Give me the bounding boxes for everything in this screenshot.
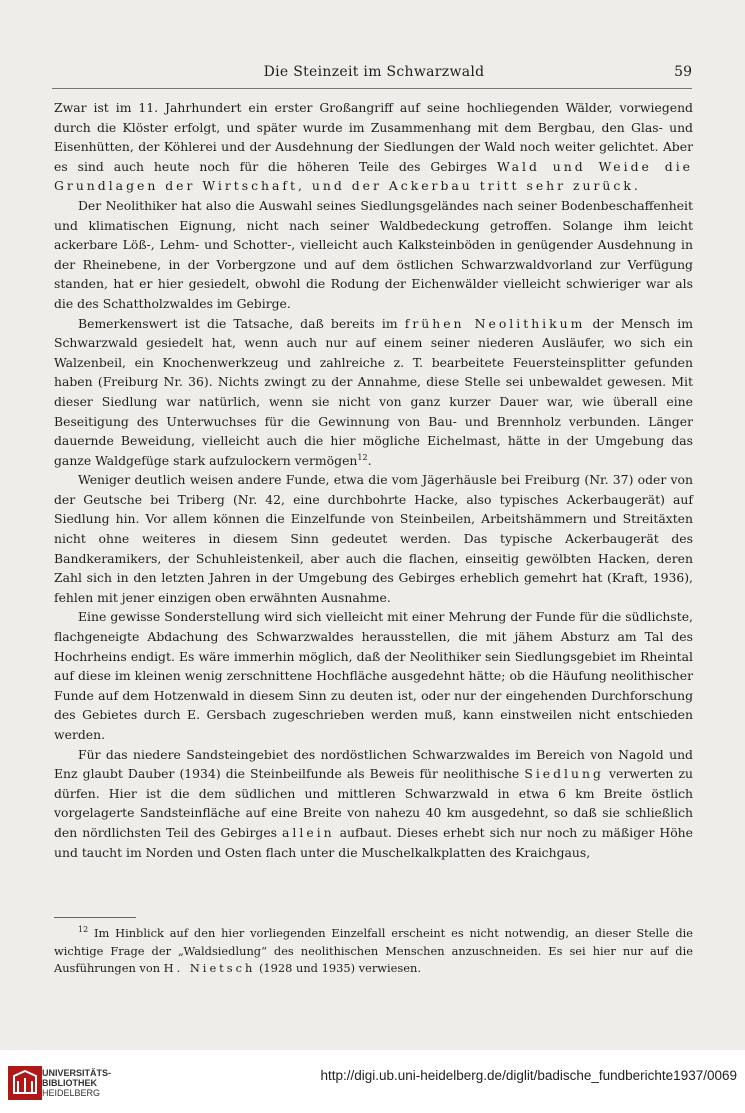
spaced-emphasis: allein [282,824,335,840]
permalink-url[interactable]: http://digi.ub.uni-heidelberg.de/diglit/badische_fundberichte1937/0069 [320,1068,737,1083]
viewer-footer [0,1050,745,1113]
spaced-emphasis: frühen Neolithikum [404,315,586,331]
paragraph-6: Für das niedere Sandsteingebiet des nordöstlichen Schwarzwaldes im Bereich von Nagold und Enz glaubt Dauber (1934) die Steinbeilfunde als Beweis für neolithische Siedlung verwerten zu dürfen. Hier ist die dem südlichen und mittleren Schwarzwald in etwa 6 km Breite östlich vorgelagerte Sandsteinfläche auf eine Breite von nahezu 40 km ausgedehnt, so daß sie schließlich den nördlichsten Teil des Gebirges allein aufbaut. Dieses erhebt sich nur noch zu mäßiger Höhe und taucht im Norden und Osten flach unter die Muschelkalkplatten des Kraichgaus, [54,746,694,860]
paragraph-2: Der Neolithiker hat also die Auswahl seines Siedlungsgeländes nach seiner Bodenbeschaffenheit und klimatischen Eignung, nicht nach seiner Waldbedeckung getroffen. Solange ihm leicht ackerbare Löß-, Lehm- und Schotter-, vielleicht auch Kalksteinböden in genügender Ausdehnung in der Rheinebene, in der Vorbergzone und auf dem östlichen Schwarzwaldvorland zur Verfügung standen, hat er hier gesiedelt, obwohl die Rodung der Eichenwälder vielleicht schwieriger war als die des Schattholzwaldes im Gebirge. [54,197,693,311]
library-name: UNIVERSITÄTS- BIBLIOTHEK HEIDELBERG [42,1068,112,1098]
footnote-number: 12 [78,925,89,935]
running-head [52,64,696,84]
page-number: 59 [674,64,692,80]
footnote-rule [54,917,136,918]
footnote: $^{12}$ Im Hinblick auf den hier vorliegenden Einzelfall erscheint es nicht notwendig, an dieser Stelle die wichtige Frage der „Waldsiedlung“ des neolithischen Menschen anzuschneiden. Es sei hier nur auf die Ausführungen von H. Nietsch (1928 und 1935) verwiesen. [54,925,693,975]
header-rule [52,88,692,89]
paragraph-3: Bemerkenswert ist die Tatsache, daß bereits im frühen Neolithikum der Mensch im Schwarzwald gesiedelt hat, wenn auch nur auf einem seiner niederen Ausläufer, wo sich ein Walzenbeil, ein Knochenwerkzeug und zahlreiche z. T. bearbeitete Feuersteinsplitter gefunden haben (Freiburg Nr. 36). Nichts zwingt zu der Annahme, diese Stelle sei unbewaldet gewesen. Mit dieser Siedlung war natürlich, wenn sie nicht von ganz kurzer Dauer war, wie überall eine Beseitigung des Unterwuchses für die Gewinnung von Bau- und Brennholz verbunden. Länger dauernde Beweidung, vielleicht auch die hier mögliche Eichelmast, hätte in der Umgebung das ganze Waldgefüge stark aufzulockern vermögen$^{12}$. [54,315,693,468]
university-library-logo-icon[interactable] [8,1066,42,1100]
paragraph-1: Zwar ist im 11. Jahrhundert ein erster Großangriff auf seine hochliegenden Wälder, vorwiegend durch die Klöster erfolgt, und später wurde im Zusammenhang mit dem Bergbau, den Glas- und Eisenhütten, der Köhlerei und der Ausdehnung der Siedlungen der Wald noch weiter gelichtet. Aber es sind auch heute noch für die höheren Teile des Gebirges Wald und Weide die Grundlagen der Wirtschaft, und der Ackerbau tritt sehr zurück. [54,100,693,194]
spaced-emphasis: Wald und Weide die Grundlagen der Wirtschaft, und der Ackerbau tritt sehr zurück [54,158,693,194]
footnote-ref[interactable]: 12 [357,452,368,462]
paragraph-4: Weniger deutlich weisen andere Funde, etwa die vom Jägerhäusle bei Freiburg (Nr. 37) oder von der Geutsche bei Triberg (Nr. 42, eine durchbohrte Hacke, also typisches Ackerbaugerät) auf Siedlung hin. Vor allem können die Einzelfunde von Steinbeilen, Arbeitshämmern und Streitäxten nicht ohne weiteres in diesem Sinn gedeutet werden. Das typische Ackerbaugerät des Bandkeramikers, der Schuhleistenkeil, aber auch die flachen, einseitig gewölbten Hacken, deren Zahl sich in den letzten Jahren in der Umgebung des Gebirges erheblich gemehrt hat (Kraft, 1936), fehlen mit jener einzigen oben erwähnten Ausnahme. [54,472,693,605]
body-text [54,98,693,862]
footnote-author: H. Nietsch [163,961,256,975]
paragraph-5: Eine gewisse Sonderstellung wird sich vielleicht mit einer Mehrung der Funde für die südlichste, flachgeneigte Abdachung des Schwarzwaldes herausstellen, die mit jähem Absturz am Tal des Hochrheins endigt. Es wäre immerhin möglich, daß der Neolithiker sein Siedlungsgebiet im Rheintal auf diese im kleinen wenig zerschnittene Hochfläche ausgedehnt hätte; ob die Häufung neolithischer Funde auf dem Hotzenwald in diesem Sinn zu deuten ist, oder nur der eingehenden Durchforschung des Gebietes durch E. Gersbach zugeschrieben werden muß, kann einstweilen nicht entschieden werden. [54,609,693,742]
spaced-emphasis: Siedlung [524,766,604,782]
running-title: Die Steinzeit im Schwarzwald [263,64,485,80]
